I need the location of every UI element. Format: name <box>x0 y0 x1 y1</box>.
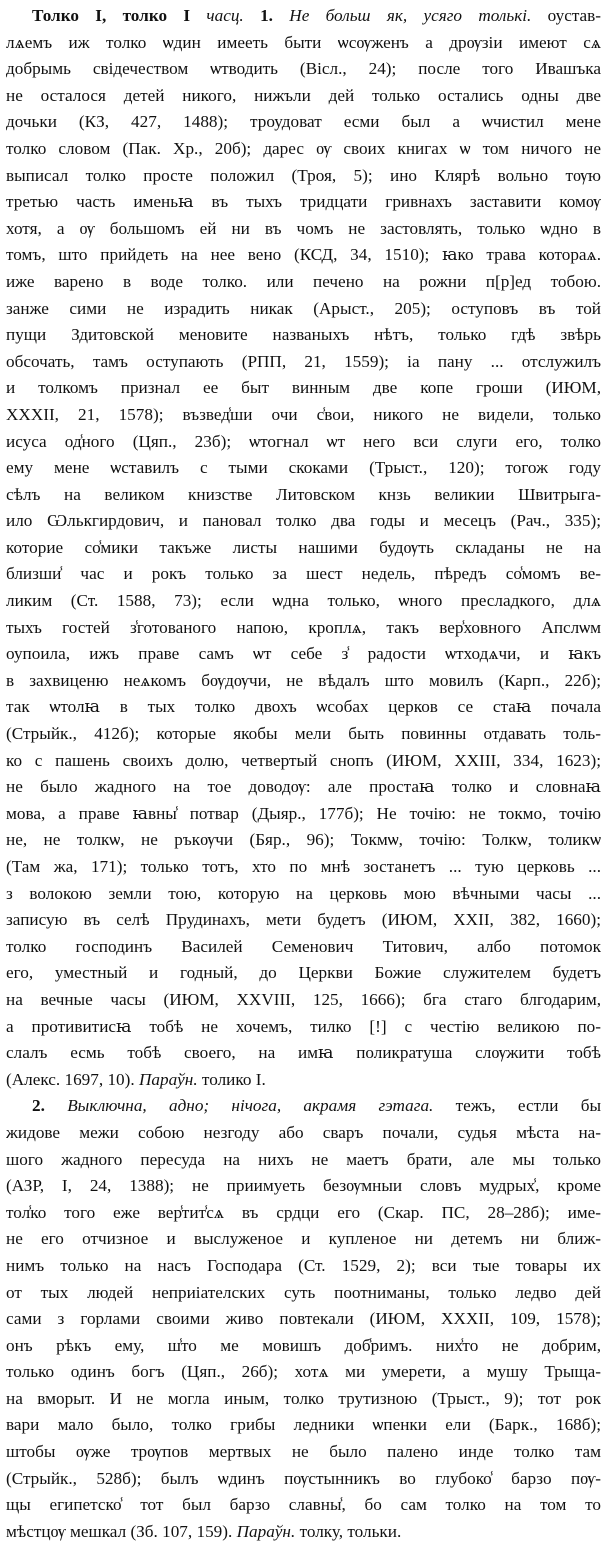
text-line: сѣлъ на великом книзстве Литовском кнзь великии Швитрыга- <box>6 484 601 504</box>
text-line: ликим (Ст. 1588, 73); если ѡдна только, ѡного преслaдкого, длѧ <box>6 591 601 611</box>
text-line: на вечные часы (ИЮМ, XXVIII, 125, 1666); бга стаго блгодарим, <box>6 989 601 1009</box>
cross-reference-label: Параўн. <box>236 1521 296 1541</box>
text-line: (Алекс. 1697, 10). Параўн. толико I. <box>6 1069 266 1089</box>
text-line: пущи Здитовской меновите названыхъ нѣтъ, только гдѣ звѣрь <box>6 325 601 345</box>
text-line: и толкомъ признал ее быт винным две копе гроши (ИЮМ, <box>6 378 601 398</box>
text-line: нимъ только на насъ Господара (Ст. 1529, 2); вси тые товары их <box>6 1255 601 1275</box>
text-line: не было жадного на тое доводѹ: але простаꙗ толко и словнаꙗ <box>6 777 601 797</box>
text-line: оупоила, ижъ праве самъ ѡт себе з̾ радости ѡтходѧчи, и ꙗкъ <box>6 644 601 664</box>
sense-1-block <box>6 3 601 1093</box>
text-line: шого жадного пересуда на нихъ не маетъ брати, але мы только <box>6 1149 601 1169</box>
text-line: (Там жа, 171); только тотъ, хто по мнѣ зостанетъ ... тую церковь ... <box>6 857 601 876</box>
text-line: з волокою земли тою, которую на церковь мою вѣчными часы ... <box>6 883 601 903</box>
text-line: щы египетско̾ тот был барзо славны̾, бо сам толко на том то <box>6 1495 601 1515</box>
text-line: лѧемъ иж толко ѡдин имееть быти ѡсѹженъ а дрѹзіи имеют сѧ <box>6 32 601 52</box>
text-line: слалъ есмь тобѣ своего, на имꙗ поликратуша слѹжити тобѣ <box>6 1043 601 1063</box>
text-line: которие со̾мики такъже листы нашими будѹть складаны не на <box>6 537 601 557</box>
text-line: не, не толкѡ, не ръкѹчи (Бяр., 96); Токмѡ, точію: Толкѡ, толикѡ <box>6 830 601 850</box>
sense-1-number: 1. <box>260 6 273 25</box>
text-line: в захвиценю неѧкомъ бѹдѹчи, не вѣдалъ што мовилъ (Карп., 22б); <box>6 670 601 690</box>
text-line: на вморыт. И не могла иным, толко трутизною (Трыст., 9); тот рок <box>6 1388 601 1408</box>
sense-1-definition: Не больш як, усяго толькі. <box>289 6 532 25</box>
text-line: жидове межи собою незгоду або сваръ почали, судья мѣста на- <box>6 1122 601 1142</box>
sense-2-definition: Выключна, адно; нічога, акрамя гэтага. <box>67 1096 434 1116</box>
sense-2-number: 2. <box>32 1096 45 1116</box>
text-line: так ѡтолꙗ в тых толко двохъ ѡсобах церков се стаꙗ почала <box>6 697 601 717</box>
text-line: близши̾ час и рокъ только за шест недель, пѣредъ со̾момъ ве- <box>6 564 601 584</box>
text-line: дочьки (КЗ, 427, 1488); троудоват есми был а ѡчистил мене <box>6 112 601 132</box>
text-line: тол̾ко того еже вер̾тит̾сѧ въ срдци его (Скар. ПС, 28–28б); име- <box>6 1202 601 1222</box>
text-line: (Стрыйк., 528б); былъ ѡдинъ пѹстынникъ во глубоко̾ барзо пѹ- <box>6 1468 601 1488</box>
text-line: мѣстцѹ мешкал (Зб. 107, 159). Параўн. толку, тольки. <box>6 1521 402 1541</box>
sense-2-block <box>6 1093 601 1545</box>
text-line: тыхъ гостей з̾готованого напою, кроплѧ, такъ вер̾ховного Апслѡм <box>6 617 601 637</box>
text-line: выписал толко просте положил (Троя, 5); ино Клярѣ вольно тѹю <box>6 165 601 185</box>
text-line: (АЗР, I, 24, 1388); не приимуеть безѹмныи словъ мудрых̾, кроме <box>6 1176 601 1196</box>
text-line: онъ рѣкъ ему, ш̾то ме мовишъ доб̾римъ. них̾то не добрим, <box>6 1335 601 1355</box>
text-line: томъ, што прийдеть на нее вено (КСД, 34, 1510); ꙗко трава котораѧ. <box>6 245 601 265</box>
text-line: штобы ѹже трѹпов мертвых не было палено инде толко там <box>6 1442 601 1462</box>
text-line: Толко I, толко I часц. 1. Не больш як, усяго толькі. оустав- <box>32 6 601 25</box>
text-line: не осталося детей никого, нижъли дей только остались одны две <box>6 85 601 105</box>
text-line: ко с пашень своихъ долю, четвертый снопъ (ИЮМ, XXIII, 334, 1623); <box>6 750 601 770</box>
text-line: ему мене ѡставилъ с тыми скоками (Трыст., 120); тогож году <box>6 458 601 478</box>
text-line: хотя, а ѹ большомъ ей ни въ чомъ не застовлять, только ѡдно в <box>6 218 601 238</box>
text-line: ило Ѡлькгирдович, и пановал толко два годы и месецъ (Рач., 335); <box>6 511 601 531</box>
text-line: только одинъ богъ (Цяп., 26б); хотѧ ми умерети, а мушу Трыща- <box>6 1362 601 1382</box>
text-line: не его отчизное и выслуженое и купленое ни детемъ ни ближ- <box>6 1229 601 1249</box>
text-line: занже сими не израдить никак (Арыст., 205); оступовъ въ той <box>6 298 601 318</box>
text-line: от тых людей неприіателских суть поотниманы, только ледво дей <box>6 1282 601 1302</box>
text-line: иже варено в воде толко. или печено на рожни п[р]ед тобою. <box>6 271 601 291</box>
cross-reference-label: Параўн. <box>138 1069 198 1089</box>
text-line: добрымь свідечеством ѡтводить (Вісл., 24); после того Ивашъка <box>6 59 601 79</box>
text-line: а противитисꙗ тобѣ не хочемъ, тилко [!] с честію великою по- <box>6 1016 601 1036</box>
text-line: обсочать, тамъ оступають (РПП, 21, 1559); іа пану ... отслужилъ <box>6 351 601 371</box>
text-line: 2. Выключна, адно; нічога, акрамя гэтага. тежъ, естли бы <box>32 1096 601 1116</box>
text-line: третью часть именьꙗ въ тыхъ тридцати гривнахъ заставити комѹ <box>6 192 601 212</box>
part-of-speech: часц. <box>206 6 244 25</box>
text-line: записую въ селѣ Прудинахъ, мети будетъ (ИЮМ, XXII, 382, 1660); <box>6 910 601 930</box>
text-line: его, уместный и годный, до Церкви Божие служителем будетъ <box>6 963 601 983</box>
text-line: толко словом (Пак. Хр., 20б); дарес ѹ своих книгах ѡ том ничого не <box>6 138 601 158</box>
text-line: толко господинъ Василей Семенович Титович, албо потомок <box>6 936 601 956</box>
text-line: XXXII, 21, 1578); възвед̾ши очи с̾вои, никого не видели, только <box>6 404 601 424</box>
text-line: мова, а праве ꙗвны̾ потвар (Дыяр., 177б); Не точію: не токмо, точію <box>6 803 601 823</box>
headword: Толко I, толко I <box>32 6 191 25</box>
text-line: (Стрыйк., 412б); которые якобы мели быть повинны отдавать толь- <box>6 724 601 744</box>
text-line: вари мало было, толко грибы ледники ѡпенки ели (Барк., 168б); <box>6 1415 601 1435</box>
text-line: сами з горлами своими живо повтекали (ИЮМ, XXXII, 109, 1578); <box>6 1309 601 1329</box>
text-line: исуса од̾ного (Цяп., 23б); ѡтогнал ѡт него вси слуги его, толко <box>6 431 601 451</box>
